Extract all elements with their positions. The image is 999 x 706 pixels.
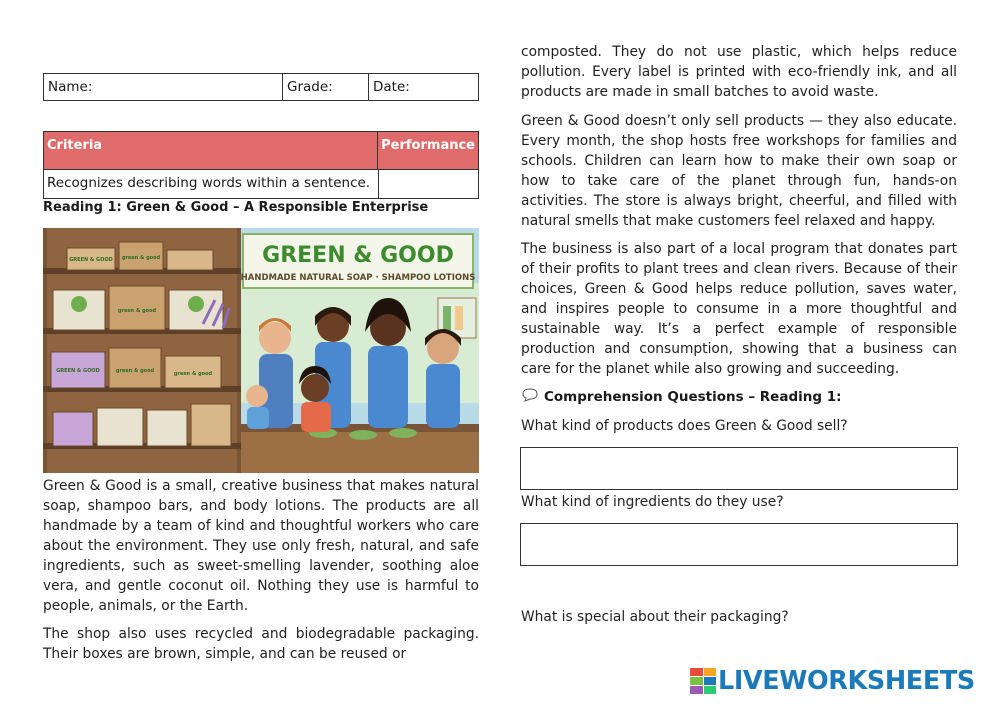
box-label-4: green & good bbox=[115, 368, 155, 374]
question-1: What kind of products does Green & Good sell? bbox=[521, 418, 848, 434]
criteria-table bbox=[43, 131, 479, 199]
question-3: What is special about their packaging? bbox=[521, 609, 789, 625]
box-label-1: GREEN & GOOD bbox=[69, 257, 113, 263]
student-info-table bbox=[43, 73, 479, 101]
questions-heading-text: Comprehension Questions – Reading 1: bbox=[544, 389, 842, 405]
brand-name: LIVEWORKSHEETS bbox=[718, 666, 975, 696]
paragraph-3: composted. They do not use plastic, which helps reduce pollution. Every label is printed with eco-friendly ink, and all products are made in small batches to avoid waste. bbox=[521, 44, 957, 100]
paragraph-5: The business is also part of a local program that donates part of their profits to plant trees and clean rivers. Because of their choices, Green & Good helps reduce pollution, saves water, and inspires people to consume in a more thoughtful and sustainable way. It’s a perfect example of responsible production and consumption, showing that a business can care for the planet while also growing and succeeding. bbox=[521, 241, 957, 377]
criteria-text: Recognizes describing words within a sentence. bbox=[44, 170, 379, 198]
criteria-header-row bbox=[44, 132, 478, 170]
grade-field[interactable] bbox=[283, 74, 369, 100]
date-field[interactable] bbox=[369, 74, 478, 100]
criteria-header: Criteria bbox=[44, 132, 378, 169]
shop-illustration bbox=[43, 228, 479, 473]
liveworksheets-logo bbox=[690, 666, 975, 696]
box-label-3: green & good bbox=[117, 308, 157, 314]
grade-label: Grade: bbox=[287, 79, 333, 95]
paragraph-2: The shop also uses recycled and biodegradable packaging. Their boxes are brown, simple, and can be reused or bbox=[43, 626, 479, 662]
answer-box-2[interactable] bbox=[520, 523, 958, 566]
criteria-row bbox=[44, 170, 478, 198]
box-label-5: green & good bbox=[173, 371, 213, 377]
performance-header: Performance bbox=[381, 138, 475, 153]
date-label: Date: bbox=[373, 79, 410, 95]
name-field[interactable] bbox=[44, 74, 283, 100]
questions-heading bbox=[521, 388, 842, 406]
sign-subtitle: HANDMADE NATURAL SOAP · SHAMPOO LOTIONS bbox=[240, 273, 476, 283]
logo-mark-icon bbox=[690, 668, 716, 694]
box-label-2: green & good bbox=[121, 255, 161, 261]
sign-title: GREEN & GOOD bbox=[262, 243, 454, 268]
question-2: What kind of ingredients do they use? bbox=[521, 494, 784, 510]
speech-bubble-icon bbox=[521, 388, 538, 406]
reading-title: Reading 1: Green & Good – A Responsible Enterprise bbox=[43, 200, 429, 215]
paragraph-4: Green & Good doesn’t only sell products — they also educate. Every month, the shop hosts free workshops for families and schools. Children can learn how to make their own soap or how to take care of the planet through fun, hands-on activities. The store is always bright, cheerful, and filled with natural smells that make customers feel relaxed and happy. bbox=[521, 113, 957, 229]
box-label-6: GREEN & GOOD bbox=[56, 368, 100, 374]
performance-cell[interactable] bbox=[379, 170, 478, 198]
answer-box-1[interactable] bbox=[520, 447, 958, 490]
paragraph-1: Green & Good is a small, creative business that makes natural soap, shampoo bars, and body lotions. The products are all handmade by a team of kind and thoughtful workers who care about the environment. They use only fresh, natural, and safe ingredients, such as sweet-smelling lavender, soothing aloe vera, and gentle coconut oil. Nothing they use is harmful to people, animals, or the Earth. bbox=[43, 478, 479, 614]
name-label: Name: bbox=[48, 79, 93, 95]
